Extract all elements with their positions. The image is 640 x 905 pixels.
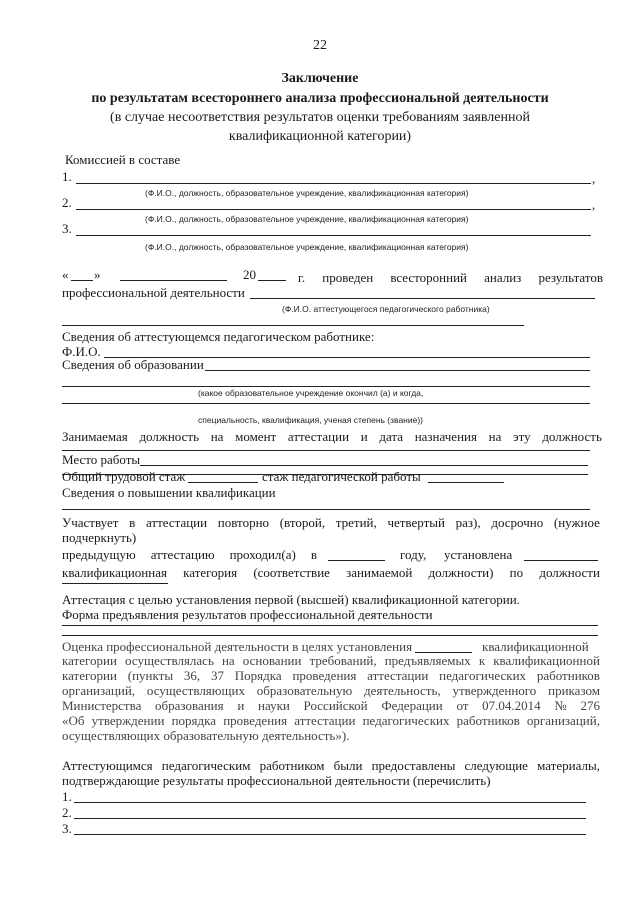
assessment-line6 bbox=[62, 713, 600, 728]
assessment-line1-prefix: Оценка профессиональной деятельности в целях установления bbox=[62, 639, 413, 654]
assessment-word: Российской bbox=[303, 698, 368, 713]
assessment-word: категории bbox=[62, 668, 117, 683]
position-word: на bbox=[488, 429, 502, 444]
prev-word: в bbox=[310, 547, 317, 562]
assessment-last-line: осуществляющих образовательную деятельность»). bbox=[62, 728, 350, 743]
assessment-word: утвержденного bbox=[452, 683, 537, 698]
assessment-word: деятельность, bbox=[364, 683, 441, 698]
position-word: дата bbox=[379, 429, 404, 444]
result-form-field[interactable] bbox=[62, 625, 598, 626]
assessment-line1-suffix: квалификационной bbox=[482, 639, 589, 654]
separator-line-1 bbox=[62, 325, 524, 326]
assessment-word: 276 bbox=[580, 698, 600, 713]
assessment-line4 bbox=[62, 683, 600, 698]
assessment-line5 bbox=[62, 698, 600, 713]
materials-line1 bbox=[62, 758, 600, 773]
education-field-line2[interactable] bbox=[62, 386, 590, 387]
commission-item-2-field[interactable] bbox=[76, 209, 591, 210]
assessment-word: проведения bbox=[223, 713, 288, 728]
position-word: Занимаемая bbox=[62, 429, 128, 444]
ped-experience-label: стаж педагогической работы bbox=[262, 469, 421, 484]
fio-label: Ф.И.О. bbox=[62, 344, 101, 359]
assessment-word: педагогических bbox=[362, 713, 450, 728]
date-quote-open: « bbox=[62, 267, 69, 282]
assessment-word: основании bbox=[242, 653, 302, 668]
installed-word: установлена bbox=[444, 547, 513, 562]
position-word: должность bbox=[139, 429, 200, 444]
position-word: аттестации bbox=[287, 429, 350, 444]
commission-item-1-hint: (Ф.И.О., должность, образовательное учреждение, квалификационная категория) bbox=[145, 188, 469, 198]
assessment-word: (пункты bbox=[127, 668, 174, 683]
materials-word: были bbox=[333, 758, 363, 773]
date-line-words bbox=[298, 270, 603, 285]
commission-item-1-number: 1. bbox=[62, 169, 72, 184]
document-subtitle-note-line2: квалификационной категории) bbox=[228, 129, 412, 144]
previous-attestation-year-field[interactable] bbox=[328, 560, 385, 561]
commission-item-2-comma: , bbox=[592, 197, 596, 212]
result-form-field-line2[interactable] bbox=[62, 635, 598, 636]
commission-item-3-number: 3. bbox=[62, 221, 72, 236]
assessment-word: аттестации bbox=[367, 668, 429, 683]
materials-item-1-field[interactable] bbox=[74, 802, 586, 803]
workplace-field[interactable] bbox=[140, 465, 588, 466]
category-word: (соответствие bbox=[253, 565, 330, 580]
participation-word: повторно bbox=[217, 515, 270, 530]
goal-line1: Аттестация с целью установления первой (высшей) квалификационной категории. bbox=[62, 592, 520, 607]
assessment-word: 07.04.2014 bbox=[482, 698, 541, 713]
materials-word: педагогическим bbox=[161, 758, 251, 773]
materials-word: Аттестующимся bbox=[62, 758, 153, 773]
assessment-word: аттестации bbox=[294, 713, 356, 728]
assessment-word: науки bbox=[258, 698, 290, 713]
total-experience-label: Общий трудовой стаж bbox=[62, 469, 186, 484]
qualification-label: Сведения о повышении квалификации bbox=[62, 485, 276, 500]
attestee-name-hint: (Ф.И.О. аттестующегося педагогического работника) bbox=[282, 304, 490, 314]
category-word: должности) bbox=[428, 565, 494, 580]
participation-word: Участвует bbox=[62, 515, 119, 530]
materials-item-2-number: 2. bbox=[62, 805, 72, 820]
category-word: квалификационная bbox=[62, 565, 167, 580]
assessment-word: к bbox=[478, 653, 486, 668]
assessment-word: от bbox=[456, 698, 469, 713]
date-day-field[interactable] bbox=[71, 280, 93, 281]
assessment-word: «Об bbox=[62, 713, 85, 728]
date-line-continuation: профессиональной деятельности bbox=[62, 285, 245, 300]
assessment-word: организаций, bbox=[526, 713, 600, 728]
assessment-word: предъявляемых bbox=[384, 653, 471, 668]
position-word: на bbox=[210, 429, 224, 444]
education-field[interactable] bbox=[205, 370, 590, 371]
category-line bbox=[62, 565, 600, 580]
materials-item-3-field[interactable] bbox=[74, 834, 586, 835]
assessment-word: 36, bbox=[183, 668, 201, 683]
category-word: категория bbox=[183, 565, 238, 580]
assessment-word: категории bbox=[62, 653, 117, 668]
commission-item-2-hint: (Ф.И.О., должность, образовательное учреждение, квалификационная категория) bbox=[145, 214, 469, 224]
materials-word: работником bbox=[259, 758, 325, 773]
assessment-word: осуществлялась bbox=[125, 653, 214, 668]
assessment-word: педагогических bbox=[439, 668, 527, 683]
goal-line2: Форма предъявления результатов профессиональной деятельности bbox=[62, 607, 433, 622]
participation-word: (второй, bbox=[279, 515, 326, 530]
education-field-line3[interactable] bbox=[62, 403, 590, 404]
assessment-word: проведения bbox=[292, 668, 357, 683]
participation-word: раз), bbox=[455, 515, 481, 530]
attestee-name-field[interactable] bbox=[250, 298, 595, 299]
education-hint-2: специальность, квалификация, ученая степень (звание)) bbox=[198, 415, 424, 425]
date-word-rezultatov: результатов bbox=[538, 270, 603, 285]
assessment-word: образования bbox=[155, 698, 224, 713]
education-label: Сведения об образовании bbox=[62, 357, 204, 372]
year-word: году, bbox=[400, 547, 427, 562]
materials-word: материалы, bbox=[537, 758, 600, 773]
date-quote-close: » bbox=[94, 267, 101, 282]
document-subtitle-note-line1: (в случае несоответствия результатов оценки требованиям заявленной bbox=[110, 110, 530, 125]
document-title: Заключение bbox=[281, 71, 359, 86]
commission-item-1-comma: , bbox=[592, 171, 596, 186]
assessment-word: Министерства bbox=[62, 698, 142, 713]
commission-label: Комиссией в составе bbox=[65, 152, 181, 167]
materials-item-2-field[interactable] bbox=[74, 818, 586, 819]
assessment-word: на bbox=[221, 653, 235, 668]
assessment-word: осуществляющих bbox=[146, 683, 245, 698]
position-word: эту bbox=[513, 429, 531, 444]
materials-word: предоставлены bbox=[371, 758, 456, 773]
commission-item-2-number: 2. bbox=[62, 195, 72, 210]
assessment-word: приказом bbox=[548, 683, 600, 698]
page-number: 22 bbox=[313, 38, 327, 53]
assessment-word: квалификационной bbox=[493, 653, 600, 668]
date-word-vsestoronniy: всесторонний bbox=[390, 270, 468, 285]
assessment-word: Федерации bbox=[381, 698, 443, 713]
category-word: должности bbox=[539, 565, 600, 580]
assessment-line3 bbox=[62, 668, 600, 683]
education-hint-1: (какое образовательное учреждение окончил (а) и когда, bbox=[198, 388, 424, 398]
previous-attestation-words bbox=[62, 547, 317, 562]
participation-word: в bbox=[129, 515, 136, 530]
installed-category-field[interactable] bbox=[524, 560, 598, 561]
date-year-field[interactable] bbox=[258, 280, 286, 281]
commission-item-1-field[interactable] bbox=[76, 183, 591, 184]
category-word: по bbox=[509, 565, 524, 580]
participation-word: третий, bbox=[335, 515, 377, 530]
materials-item-3-number: 3. bbox=[62, 821, 72, 836]
date-word-analiz: анализ bbox=[484, 270, 522, 285]
materials-word: следующие bbox=[464, 758, 528, 773]
position-line bbox=[62, 429, 602, 444]
document-subtitle: по результатам всестороннего анализа профессиональной деятельности bbox=[91, 91, 549, 106]
workplace-label: Место работы bbox=[62, 452, 141, 467]
materials-line2: подтверждающие результаты профессиональной деятельности (перечислить) bbox=[62, 773, 491, 788]
position-word: момент bbox=[235, 429, 277, 444]
total-experience-field[interactable] bbox=[188, 482, 258, 483]
materials-item-1-number: 1. bbox=[62, 789, 72, 804]
participation-line2: подчеркнуть) bbox=[62, 530, 137, 545]
assessment-line2 bbox=[62, 653, 600, 668]
category-word: занимаемой bbox=[346, 565, 413, 580]
date-month-field[interactable] bbox=[120, 280, 227, 281]
position-word: должность bbox=[542, 429, 602, 444]
assessment-word: организаций, bbox=[62, 683, 136, 698]
assessment-word: работников bbox=[456, 713, 520, 728]
prev-word: проходил(а) bbox=[229, 547, 296, 562]
assessment-word: Порядка bbox=[234, 668, 282, 683]
assessment-word: работников bbox=[536, 668, 600, 683]
participation-word: четвертый bbox=[387, 515, 445, 530]
assessment-word: 37 bbox=[210, 668, 224, 683]
ped-experience-field[interactable] bbox=[428, 482, 504, 483]
position-name-field[interactable] bbox=[62, 583, 168, 584]
date-word-provedyon: проведен bbox=[322, 270, 374, 285]
participation-word: (нужное bbox=[553, 515, 600, 530]
assessment-word: № bbox=[554, 698, 567, 713]
participation-word: досрочно bbox=[491, 515, 544, 530]
commission-item-3-field[interactable] bbox=[76, 235, 591, 236]
commission-item-3-hint: (Ф.И.О., должность, образовательное учреждение, квалификационная категория) bbox=[145, 242, 469, 252]
date-word-g: г. bbox=[298, 270, 306, 285]
prev-word: предыдущую bbox=[62, 547, 136, 562]
assessment-word: порядка bbox=[171, 713, 217, 728]
qualification-field[interactable] bbox=[62, 509, 590, 510]
assessment-word: образовательную bbox=[256, 683, 353, 698]
participation-line1 bbox=[62, 515, 600, 530]
position-word: и bbox=[360, 429, 368, 444]
info-heading: Сведения об аттестующемся педагогическом работнике: bbox=[62, 329, 375, 344]
position-field[interactable] bbox=[62, 450, 590, 451]
participation-word: аттестации bbox=[145, 515, 208, 530]
assessment-word: требований, bbox=[309, 653, 377, 668]
prev-word: аттестацию bbox=[150, 547, 215, 562]
date-year-prefix: 20 bbox=[243, 267, 256, 282]
assessment-word: и bbox=[237, 698, 245, 713]
assessment-word: утверждении bbox=[91, 713, 165, 728]
position-word: назначения bbox=[414, 429, 477, 444]
